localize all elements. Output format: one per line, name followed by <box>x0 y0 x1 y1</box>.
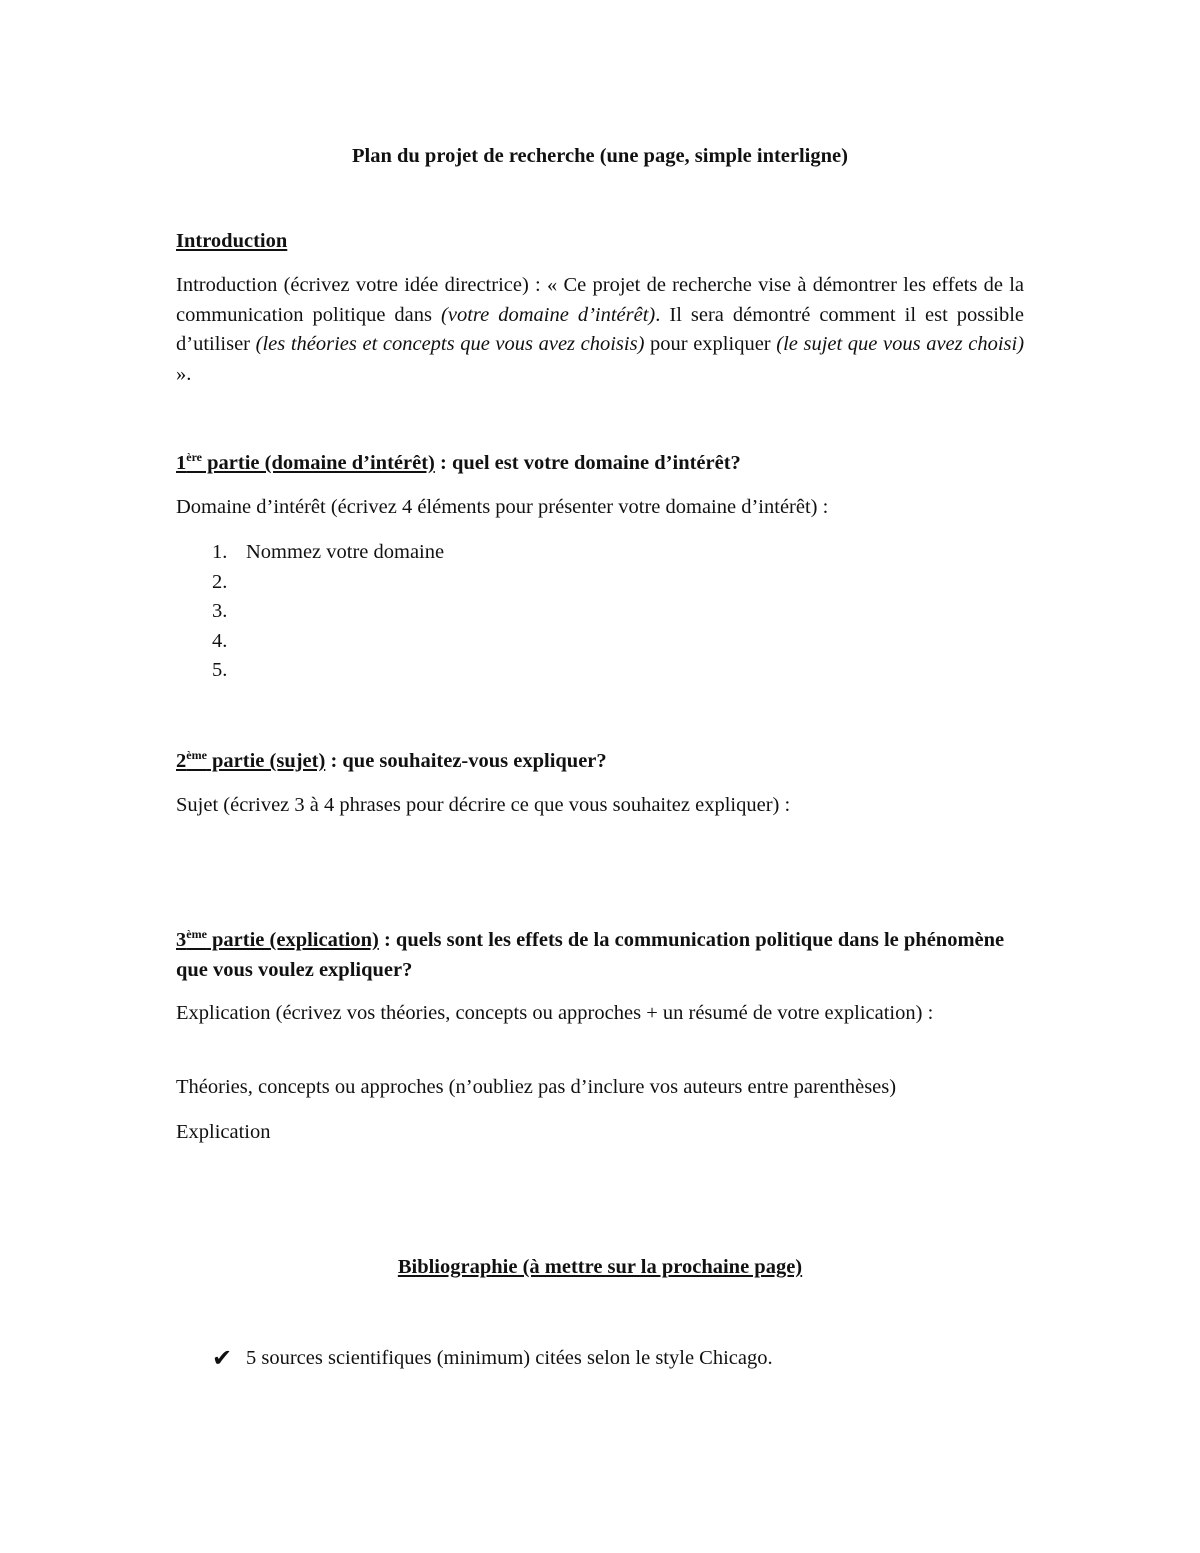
part3-instruction: Explication (écrivez vos théories, concepts ou approches + un résumé de votre explication) : <box>176 1002 934 1024</box>
list-item-number: 3. <box>212 600 228 622</box>
intro-text-1: Introduction (écrivez votre idée directrice) : « Ce projet de recherche vise à démontrer les effets de la communication politique dans <box>176 274 1024 326</box>
part3-number: 3 <box>176 929 187 951</box>
part2-ordinal: ème <box>186 748 207 762</box>
list-item-number: 5. <box>212 659 228 681</box>
introduction-paragraph <box>176 271 1024 389</box>
part1-instruction: Domaine d’intérêt (écrivez 4 éléments pour présenter votre domaine d’intérêt) : <box>176 496 829 518</box>
part1-heading <box>176 449 1024 479</box>
checkmark-icon: ✔ <box>212 1344 233 1372</box>
introduction-heading: Introduction <box>176 230 288 252</box>
part2-instruction: Sujet (écrivez 3 à 4 phrases pour décrire ce que vous souhaitez expliquer) : <box>176 794 791 816</box>
intro-italic-2: (les théories et concepts que vous avez choisis) <box>255 333 645 355</box>
intro-text-3: pour expliquer <box>644 333 777 355</box>
intro-text-4: ». <box>176 362 192 385</box>
part1-heading-label: partie (domaine d’intérêt) <box>202 452 435 474</box>
part1-number: 1 <box>176 452 187 474</box>
part3-theories-line: Théories, concepts ou approches (n’oubliez pas d’inclure vos auteurs entre parenthèses) <box>176 1076 897 1098</box>
part1-ordinal: ère <box>186 450 203 464</box>
intro-text-2: . Il sera démontré comment il est possible d’utiliser <box>176 303 1024 355</box>
list-item-number: 4. <box>212 629 228 652</box>
list-item-number: 1. <box>212 541 228 563</box>
part3-ordinal: ème <box>186 927 207 941</box>
intro-italic-3: (le sujet que vous avez choisi) <box>776 333 1025 355</box>
intro-italic-1: (votre domaine d’intérêt) <box>441 303 656 326</box>
part2-heading-question: : que souhaitez-vous expliquer? <box>325 750 607 772</box>
part3-explication-line: Explication <box>176 1121 271 1143</box>
part3-heading-underlined <box>176 929 379 951</box>
bibliography-heading: Bibliographie (à mettre sur la prochaine page) <box>397 1256 803 1278</box>
part1-heading-question: : quel est votre domaine d’intérêt? <box>434 452 741 474</box>
part1-heading-underlined <box>176 452 435 474</box>
part3-heading-label: partie (explication) <box>206 929 379 951</box>
document-title: Plan du projet de recherche (une page, simple interligne) <box>352 145 848 167</box>
list-item-text: Nommez votre domaine <box>246 541 445 563</box>
part2-heading <box>176 747 1024 777</box>
part3-heading-question: : quels sont les effets de la communication politique dans le phénomène que vous voulez expliquer? <box>176 929 1005 981</box>
part2-number: 2 <box>176 750 187 772</box>
list-item-number: 2. <box>212 570 228 593</box>
part2-heading-label: partie (sujet) <box>206 750 326 772</box>
bibliography-item: 5 sources scientifiques (minimum) citées selon le style Chicago. <box>246 1347 773 1369</box>
part3-heading <box>176 926 1024 985</box>
part2-heading-underlined <box>176 750 325 772</box>
